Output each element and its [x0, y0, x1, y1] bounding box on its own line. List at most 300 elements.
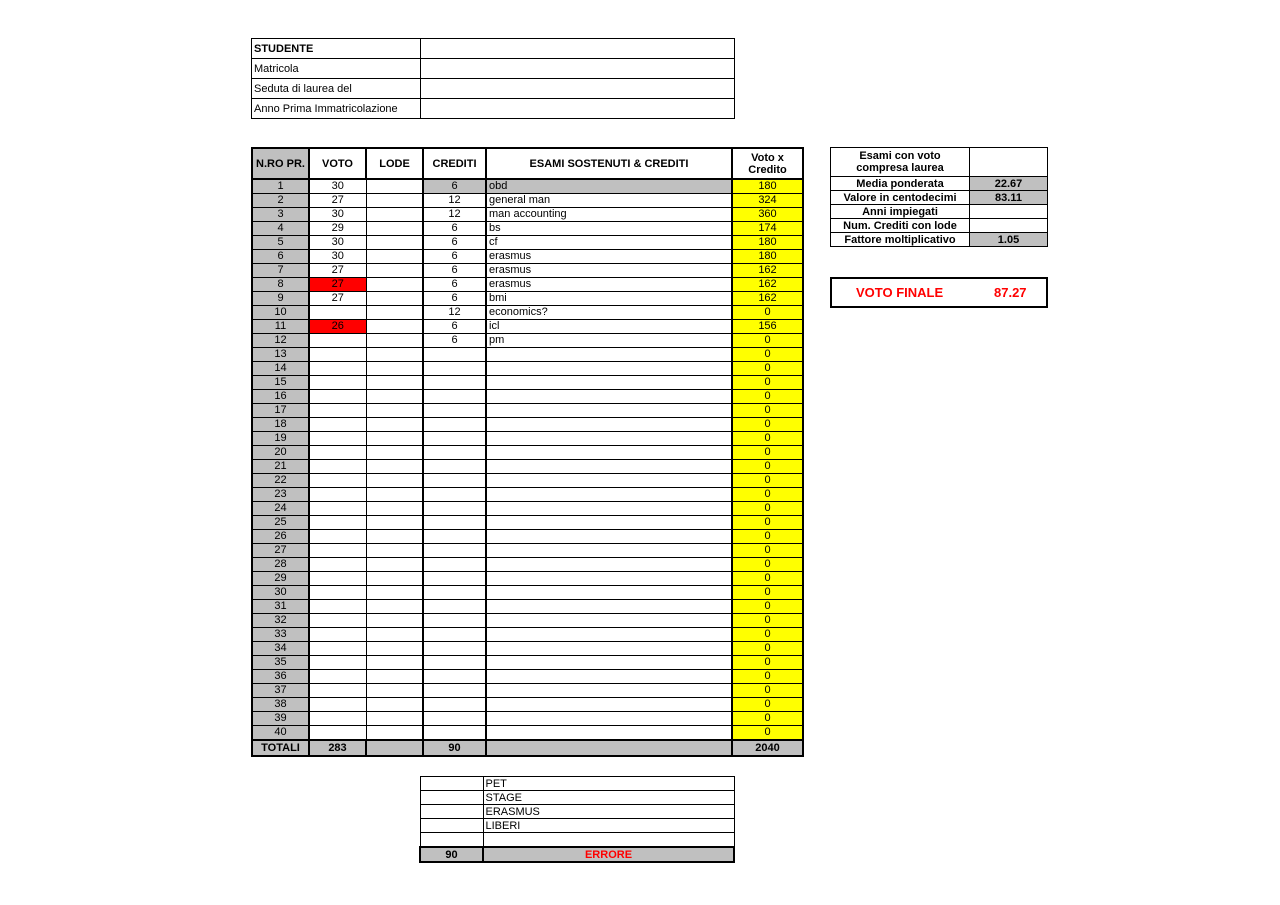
exam-row: [252, 544, 803, 558]
exam-voto-cell[interactable]: [309, 558, 366, 572]
exam-voto-cell[interactable]: 27: [309, 194, 366, 208]
exam-voto-cell[interactable]: [309, 530, 366, 544]
exam-voto-x-credito-cell: 0: [732, 572, 803, 586]
exam-crediti-cell[interactable]: 6: [423, 334, 486, 348]
exam-voto-cell[interactable]: [309, 726, 366, 741]
exam-crediti-cell[interactable]: [423, 670, 486, 684]
category-value[interactable]: [420, 819, 483, 833]
exam-crediti-cell[interactable]: 6: [423, 236, 486, 250]
exam-lode-cell[interactable]: [366, 558, 423, 572]
exam-crediti-cell[interactable]: [423, 530, 486, 544]
category-value[interactable]: [420, 777, 483, 791]
exam-name-cell[interactable]: cf: [486, 236, 732, 250]
exam-name-cell[interactable]: icl: [486, 320, 732, 334]
exam-voto-x-credito-cell: 162: [732, 278, 803, 292]
exam-lode-cell[interactable]: [366, 320, 423, 334]
stats-header-label: Esami con voto compresa laurea: [831, 148, 970, 177]
exam-number: 8: [252, 278, 309, 292]
exam-name-cell[interactable]: economics?: [486, 306, 732, 320]
exam-lode-cell[interactable]: [366, 208, 423, 222]
exam-voto-cell[interactable]: [309, 488, 366, 502]
exam-voto-cell[interactable]: 27: [309, 278, 366, 292]
exam-name-cell[interactable]: bmi: [486, 292, 732, 306]
exam-number: 25: [252, 516, 309, 530]
exam-lode-cell[interactable]: [366, 334, 423, 348]
student-field-value[interactable]: [421, 39, 735, 59]
stats-value: 22.67: [970, 177, 1048, 191]
stats-table: [830, 147, 1048, 247]
exam-crediti-cell[interactable]: [423, 642, 486, 656]
exam-name-cell[interactable]: [486, 432, 732, 446]
exam-voto-x-credito-cell: 0: [732, 530, 803, 544]
exam-row: [252, 194, 803, 208]
exam-lode-cell[interactable]: [366, 194, 423, 208]
stats-label: Num. Crediti con lode: [831, 219, 970, 233]
exam-name-cell[interactable]: [486, 670, 732, 684]
exam-number: 32: [252, 614, 309, 628]
exam-row: [252, 516, 803, 530]
exam-crediti-cell[interactable]: 6: [423, 179, 486, 194]
exam-number: 3: [252, 208, 309, 222]
categories-total-value: 90: [420, 847, 483, 862]
exam-crediti-cell[interactable]: [423, 362, 486, 376]
exam-lode-cell[interactable]: [366, 712, 423, 726]
exam-row: [252, 698, 803, 712]
exam-voto-x-credito-cell: 0: [732, 544, 803, 558]
exam-lode-cell[interactable]: [366, 544, 423, 558]
exam-name-cell[interactable]: [486, 572, 732, 586]
exam-row: [252, 642, 803, 656]
exam-lode-cell[interactable]: [366, 474, 423, 488]
exam-crediti-cell[interactable]: [423, 418, 486, 432]
exam-voto-x-credito-cell: 162: [732, 264, 803, 278]
exam-name-cell[interactable]: man accounting: [486, 208, 732, 222]
exam-name-cell[interactable]: [486, 614, 732, 628]
stats-header-value[interactable]: [970, 148, 1048, 177]
exam-voto-x-credito-cell: 0: [732, 418, 803, 432]
exam-crediti-cell[interactable]: [423, 502, 486, 516]
exam-row: [252, 446, 803, 460]
exam-row: [252, 600, 803, 614]
exam-row: [252, 530, 803, 544]
exam-lode-cell[interactable]: [366, 600, 423, 614]
category-row: [420, 833, 734, 848]
exam-crediti-cell[interactable]: [423, 488, 486, 502]
exam-crediti-cell[interactable]: [423, 446, 486, 460]
exam-number: 24: [252, 502, 309, 516]
exam-number: 1: [252, 179, 309, 194]
exam-name-cell[interactable]: [486, 516, 732, 530]
category-value[interactable]: [420, 791, 483, 805]
exam-row: [252, 278, 803, 292]
exam-lode-cell[interactable]: [366, 656, 423, 670]
exam-lode-cell[interactable]: [366, 376, 423, 390]
exam-lode-cell[interactable]: [366, 278, 423, 292]
exam-crediti-cell[interactable]: 6: [423, 278, 486, 292]
exam-number: 5: [252, 236, 309, 250]
exam-crediti-cell[interactable]: 12: [423, 194, 486, 208]
stats-row: [831, 219, 1048, 233]
exam-name-cell[interactable]: obd: [486, 179, 732, 194]
category-label: LIBERI: [483, 819, 734, 833]
exam-row: [252, 236, 803, 250]
exam-voto-cell[interactable]: [309, 712, 366, 726]
exam-voto-cell[interactable]: 30: [309, 179, 366, 194]
exam-voto-cell[interactable]: [309, 684, 366, 698]
stats-row: [831, 205, 1048, 219]
exam-name-cell[interactable]: [486, 600, 732, 614]
exam-lode-cell[interactable]: [366, 362, 423, 376]
exam-table: [251, 147, 804, 757]
exam-crediti-cell[interactable]: [423, 628, 486, 642]
exam-row: [252, 264, 803, 278]
exam-name-cell[interactable]: [486, 502, 732, 516]
exam-name-cell[interactable]: general man: [486, 194, 732, 208]
exam-lode-cell[interactable]: [366, 670, 423, 684]
exam-voto-x-credito-cell: 0: [732, 516, 803, 530]
exam-number: 18: [252, 418, 309, 432]
exam-voto-cell[interactable]: [309, 432, 366, 446]
exam-voto-cell[interactable]: [309, 446, 366, 460]
exam-lode-cell[interactable]: [366, 460, 423, 474]
exam-voto-x-credito-cell: 0: [732, 502, 803, 516]
exam-voto-cell[interactable]: [309, 348, 366, 362]
exam-number: 16: [252, 390, 309, 404]
exam-row: [252, 250, 803, 264]
exam-lode-cell[interactable]: [366, 698, 423, 712]
exam-number: 7: [252, 264, 309, 278]
exam-voto-cell[interactable]: [309, 572, 366, 586]
exam-voto-cell[interactable]: 26: [309, 320, 366, 334]
exam-crediti-cell[interactable]: [423, 516, 486, 530]
totals-lode: [366, 740, 423, 756]
exam-voto-cell[interactable]: [309, 418, 366, 432]
exam-crediti-cell[interactable]: [423, 656, 486, 670]
exam-voto-cell[interactable]: 30: [309, 208, 366, 222]
exam-number: 19: [252, 432, 309, 446]
exam-name-cell[interactable]: [486, 726, 732, 741]
totals-voto: 283: [309, 740, 366, 756]
exam-name-cell[interactable]: [486, 362, 732, 376]
exam-name-cell[interactable]: [486, 418, 732, 432]
exam-voto-x-credito-cell: 0: [732, 348, 803, 362]
exam-name-cell[interactable]: [486, 376, 732, 390]
student-field-value[interactable]: [421, 59, 735, 79]
exam-lode-cell[interactable]: [366, 684, 423, 698]
category-row: [420, 819, 734, 833]
stats-value: [970, 205, 1048, 219]
exam-crediti-cell[interactable]: [423, 348, 486, 362]
exam-crediti-cell[interactable]: 6: [423, 264, 486, 278]
exam-crediti-cell[interactable]: [423, 474, 486, 488]
exam-voto-cell[interactable]: 27: [309, 264, 366, 278]
exam-name-cell[interactable]: [486, 628, 732, 642]
exam-row: [252, 488, 803, 502]
totals-row: [252, 740, 803, 756]
exam-voto-cell[interactable]: 29: [309, 222, 366, 236]
category-value[interactable]: [420, 833, 483, 848]
exam-voto-cell[interactable]: [309, 586, 366, 600]
exam-voto-cell[interactable]: [309, 516, 366, 530]
exam-name-cell[interactable]: pm: [486, 334, 732, 348]
exam-crediti-cell[interactable]: 6: [423, 222, 486, 236]
exam-voto-x-credito-cell: 180: [732, 236, 803, 250]
exam-name-cell[interactable]: [486, 656, 732, 670]
exam-name-cell[interactable]: [486, 446, 732, 460]
exam-crediti-cell[interactable]: [423, 404, 486, 418]
exam-crediti-cell[interactable]: 6: [423, 320, 486, 334]
exam-lode-cell[interactable]: [366, 614, 423, 628]
exam-lode-cell[interactable]: [366, 502, 423, 516]
exam-crediti-cell[interactable]: [423, 586, 486, 600]
stats-row: [831, 191, 1048, 205]
exam-row: [252, 376, 803, 390]
exam-name-cell[interactable]: bs: [486, 222, 732, 236]
exam-lode-cell[interactable]: [366, 432, 423, 446]
exam-crediti-cell[interactable]: [423, 432, 486, 446]
student-field-label: STUDENTE: [252, 39, 421, 59]
exam-voto-cell[interactable]: 30: [309, 236, 366, 250]
exam-voto-cell[interactable]: [309, 474, 366, 488]
exam-crediti-cell[interactable]: [423, 614, 486, 628]
header-voto: VOTO: [309, 148, 366, 179]
exam-number: 20: [252, 446, 309, 460]
category-row: [420, 777, 734, 791]
exam-lode-cell[interactable]: [366, 390, 423, 404]
exam-name-cell[interactable]: [486, 390, 732, 404]
exam-name-cell[interactable]: [486, 642, 732, 656]
exam-row: [252, 474, 803, 488]
exam-crediti-cell[interactable]: [423, 698, 486, 712]
exam-lode-cell[interactable]: [366, 418, 423, 432]
exam-lode-cell[interactable]: [366, 530, 423, 544]
totals-esami: [486, 740, 732, 756]
exam-crediti-cell[interactable]: 12: [423, 306, 486, 320]
exam-row: [252, 320, 803, 334]
exam-voto-cell[interactable]: [309, 376, 366, 390]
exam-lode-cell[interactable]: [366, 488, 423, 502]
exam-name-cell[interactable]: erasmus: [486, 250, 732, 264]
exam-number: 2: [252, 194, 309, 208]
exam-row: [252, 656, 803, 670]
exam-lode-cell[interactable]: [366, 292, 423, 306]
exam-row: [252, 460, 803, 474]
exam-number: 38: [252, 698, 309, 712]
exam-voto-cell[interactable]: [309, 670, 366, 684]
exam-lode-cell[interactable]: [366, 516, 423, 530]
exam-number: 9: [252, 292, 309, 306]
exam-voto-x-credito-cell: 324: [732, 194, 803, 208]
category-row: [420, 805, 734, 819]
categories-error-label: ERRORE: [483, 847, 734, 862]
exam-name-cell[interactable]: [486, 698, 732, 712]
student-row: [252, 79, 735, 99]
exam-row: [252, 684, 803, 698]
exam-row: [252, 418, 803, 432]
exam-voto-cell[interactable]: [309, 306, 366, 320]
exam-voto-x-credito-cell: 0: [732, 334, 803, 348]
exam-voto-cell[interactable]: [309, 460, 366, 474]
exam-voto-x-credito-cell: 156: [732, 320, 803, 334]
category-label: ERASMUS: [483, 805, 734, 819]
exam-voto-x-credito-cell: 174: [732, 222, 803, 236]
exam-name-cell[interactable]: erasmus: [486, 264, 732, 278]
student-row: [252, 39, 735, 59]
exam-row: [252, 558, 803, 572]
exam-row: [252, 670, 803, 684]
exam-lode-cell[interactable]: [366, 306, 423, 320]
category-label: PET: [483, 777, 734, 791]
student-field-label: Anno Prima Immatricolazione: [252, 99, 421, 119]
exam-voto-cell[interactable]: [309, 404, 366, 418]
exam-row: [252, 292, 803, 306]
exam-voto-cell[interactable]: [309, 628, 366, 642]
category-label: [483, 833, 734, 848]
exam-number: 27: [252, 544, 309, 558]
stats-value: [970, 219, 1048, 233]
exam-voto-x-credito-cell: 0: [732, 586, 803, 600]
header-voto-x-credito: Voto x Credito: [732, 148, 803, 179]
exam-header-row: [252, 148, 803, 179]
exam-row: [252, 572, 803, 586]
exam-voto-x-credito-cell: 360: [732, 208, 803, 222]
exam-crediti-cell[interactable]: [423, 726, 486, 741]
exam-voto-x-credito-cell: 0: [732, 712, 803, 726]
stats-label: Anni impiegati: [831, 205, 970, 219]
exam-number: 6: [252, 250, 309, 264]
exam-voto-cell[interactable]: [309, 614, 366, 628]
exam-lode-cell[interactable]: [366, 404, 423, 418]
header-crediti: CREDITI: [423, 148, 486, 179]
exam-voto-x-credito-cell: 0: [732, 642, 803, 656]
exam-crediti-cell[interactable]: [423, 544, 486, 558]
exam-name-cell[interactable]: [486, 684, 732, 698]
exam-voto-cell[interactable]: [309, 544, 366, 558]
exam-number: 12: [252, 334, 309, 348]
exam-row: [252, 222, 803, 236]
student-field-value[interactable]: [421, 79, 735, 99]
exam-voto-cell[interactable]: 30: [309, 250, 366, 264]
exam-lode-cell[interactable]: [366, 222, 423, 236]
stats-label: Media ponderata: [831, 177, 970, 191]
exam-name-cell[interactable]: [486, 712, 732, 726]
voto-finale-box: [830, 277, 1048, 308]
exam-row: [252, 628, 803, 642]
exam-lode-cell[interactable]: [366, 348, 423, 362]
exam-lode-cell[interactable]: [366, 446, 423, 460]
exam-voto-x-credito-cell: 0: [732, 460, 803, 474]
exam-lode-cell[interactable]: [366, 179, 423, 194]
totals-voto-x-credito: 2040: [732, 740, 803, 756]
exam-number: 17: [252, 404, 309, 418]
exam-crediti-cell[interactable]: 6: [423, 292, 486, 306]
exam-crediti-cell[interactable]: 6: [423, 250, 486, 264]
student-field-value[interactable]: [421, 99, 735, 119]
exam-row: [252, 404, 803, 418]
exam-name-cell[interactable]: [486, 348, 732, 362]
exam-row: [252, 712, 803, 726]
exam-crediti-cell[interactable]: [423, 558, 486, 572]
exam-lode-cell[interactable]: [366, 264, 423, 278]
exam-voto-cell[interactable]: [309, 334, 366, 348]
exam-lode-cell[interactable]: [366, 572, 423, 586]
stats-header-row: [831, 148, 1048, 177]
categories-table: [419, 776, 735, 863]
exam-lode-cell[interactable]: [366, 628, 423, 642]
exam-row: [252, 348, 803, 362]
exam-voto-cell[interactable]: [309, 642, 366, 656]
exam-voto-x-credito-cell: 0: [732, 306, 803, 320]
exam-lode-cell[interactable]: [366, 250, 423, 264]
exam-name-cell[interactable]: [486, 460, 732, 474]
exam-crediti-cell[interactable]: [423, 712, 486, 726]
exam-crediti-cell[interactable]: [423, 600, 486, 614]
exam-lode-cell[interactable]: [366, 586, 423, 600]
exam-name-cell[interactable]: [486, 558, 732, 572]
exam-voto-x-credito-cell: 0: [732, 432, 803, 446]
exam-voto-x-credito-cell: 0: [732, 726, 803, 741]
exam-number: 37: [252, 684, 309, 698]
exam-crediti-cell[interactable]: [423, 390, 486, 404]
exam-voto-x-credito-cell: 0: [732, 474, 803, 488]
exam-name-cell[interactable]: [486, 544, 732, 558]
exam-number: 35: [252, 656, 309, 670]
exam-lode-cell[interactable]: [366, 726, 423, 741]
exam-voto-x-credito-cell: 0: [732, 488, 803, 502]
exam-crediti-cell[interactable]: [423, 684, 486, 698]
totals-label: TOTALI: [252, 740, 309, 756]
exam-number: 30: [252, 586, 309, 600]
exam-number: 10: [252, 306, 309, 320]
exam-lode-cell[interactable]: [366, 642, 423, 656]
exam-voto-x-credito-cell: 162: [732, 292, 803, 306]
exam-name-cell[interactable]: [486, 404, 732, 418]
exam-number: 13: [252, 348, 309, 362]
exam-name-cell[interactable]: [486, 530, 732, 544]
exam-name-cell[interactable]: [486, 474, 732, 488]
exam-crediti-cell[interactable]: [423, 376, 486, 390]
exam-number: 23: [252, 488, 309, 502]
exam-row: [252, 179, 803, 194]
exam-number: 31: [252, 600, 309, 614]
exam-voto-x-credito-cell: 0: [732, 390, 803, 404]
exam-crediti-cell[interactable]: 12: [423, 208, 486, 222]
voto-finale-label: VOTO FINALE: [856, 285, 944, 300]
exam-name-cell[interactable]: erasmus: [486, 278, 732, 292]
exam-number: 14: [252, 362, 309, 376]
exam-name-cell[interactable]: [486, 488, 732, 502]
exam-number: 11: [252, 320, 309, 334]
category-value[interactable]: [420, 805, 483, 819]
exam-voto-cell[interactable]: [309, 390, 366, 404]
exam-number: 33: [252, 628, 309, 642]
exam-crediti-cell[interactable]: [423, 460, 486, 474]
exam-number: 4: [252, 222, 309, 236]
exam-crediti-cell[interactable]: [423, 572, 486, 586]
exam-name-cell[interactable]: [486, 586, 732, 600]
exam-voto-cell[interactable]: [309, 656, 366, 670]
exam-row: [252, 334, 803, 348]
totals-crediti: 90: [423, 740, 486, 756]
exam-voto-cell[interactable]: [309, 502, 366, 516]
exam-number: 40: [252, 726, 309, 741]
exam-voto-cell[interactable]: [309, 362, 366, 376]
exam-voto-cell[interactable]: 27: [309, 292, 366, 306]
exam-voto-cell[interactable]: [309, 698, 366, 712]
exam-voto-x-credito-cell: 0: [732, 614, 803, 628]
exam-voto-cell[interactable]: [309, 600, 366, 614]
exam-lode-cell[interactable]: [366, 236, 423, 250]
